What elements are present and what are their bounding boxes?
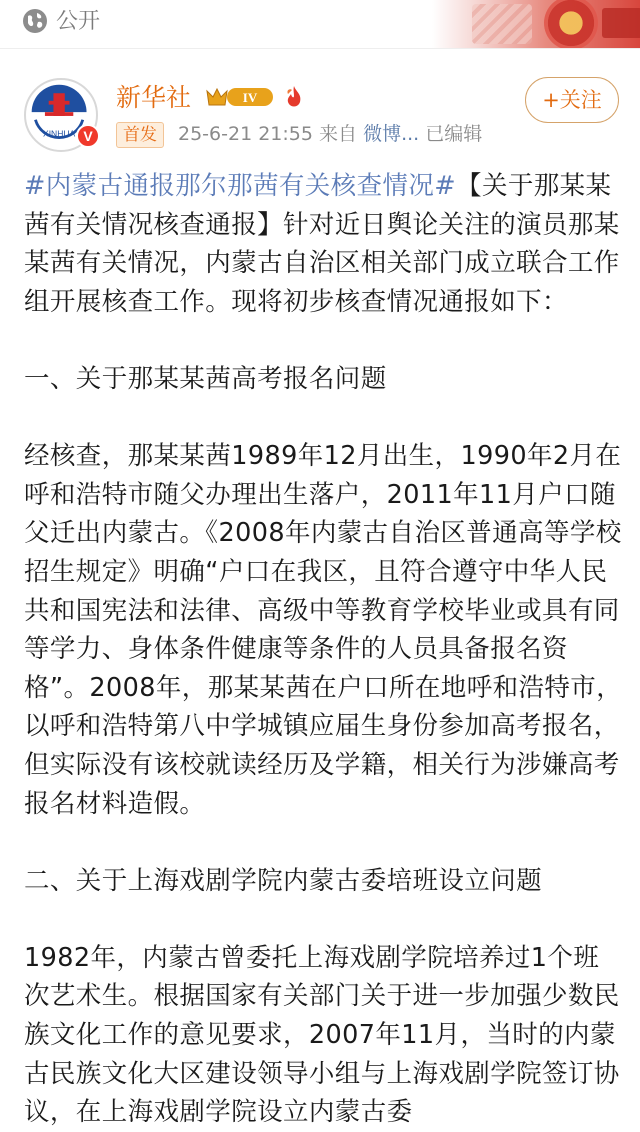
- fire-icon: [282, 84, 306, 112]
- follow-button[interactable]: +关注: [525, 77, 619, 123]
- post-paragraph: 1982年，内蒙古曾委托上海戏剧学院培养过1个班次艺术生。根据国家有关部门关于进一步加强少数民族文化工作的意见要求，2007年11月，当时的内蒙古民族文化大区建设领导小组与上海戏剧学院签订协议，在上海戏剧学院设立内蒙古委: [24, 942, 620, 1128]
- paragraph-gap: [24, 900, 624, 939]
- header-banner: [432, 0, 640, 48]
- author-name[interactable]: 新华社: [116, 83, 192, 112]
- first-publish-tag: 首发: [116, 122, 164, 148]
- paragraph-gap: [24, 823, 624, 862]
- crown-level-icon: [205, 85, 275, 109]
- banner-emblem: [544, 0, 598, 48]
- banner-decoration: [602, 8, 640, 38]
- level-badge-text: IV: [242, 90, 258, 105]
- post-body: [24, 167, 624, 1132]
- avatar-logo-text: XINHUA: [43, 128, 76, 139]
- section-heading: 一、关于那某某茜高考报名问题: [24, 363, 387, 394]
- post-paragraph: 经核查，那某某茜1989年12月出生，1990年2月在呼和浩特市随父办理出生落户，2011年11月户口随父迁出内蒙古。《2008年内蒙古自治区普通高等学校招生规定》明确“户口在我区，且符合遵守中华人民共和国宪法和法律、高级中等教育学校毕业或具有同等学力、身体条件健康等条件的人员具备报名资格”。2008年，那某某茜在户口所在地呼和浩特市，以呼和浩特第八中学城镇应届生身份参加高考报名，但实际没有该校就读经历及学籍，相关行为涉嫌高考报名材料造假。: [24, 441, 623, 819]
- post-text: 【关于那某某茜有关情况核查通报】针对近日舆论关注的演员那某某茜有关情况，内蒙古自治区相关部门成立联合工作组开展核查工作。现将初步核查情况通报如下：: [24, 171, 620, 317]
- visibility-label: 公开: [56, 9, 101, 34]
- post-timestamp: 25-6-21 21:55: [178, 123, 313, 145]
- section-heading: 二、关于上海戏剧学院内蒙古委培班设立问题: [24, 865, 543, 896]
- banner-decoration: [472, 4, 532, 44]
- top-bar: [0, 0, 640, 49]
- post-meta: [178, 120, 482, 148]
- hashtag-link[interactable]: #内蒙古通报那尔那茜有关核查情况#: [24, 171, 457, 201]
- globe-icon: [22, 8, 48, 34]
- paragraph-gap: [24, 399, 624, 438]
- edited-label: 已编辑: [425, 123, 483, 145]
- paragraph-gap: [24, 321, 624, 360]
- post-source-link[interactable]: 微博...: [363, 123, 420, 145]
- source-prefix: 来自: [319, 123, 358, 145]
- post-paragraph: [24, 167, 624, 321]
- verified-badge: V: [76, 124, 100, 148]
